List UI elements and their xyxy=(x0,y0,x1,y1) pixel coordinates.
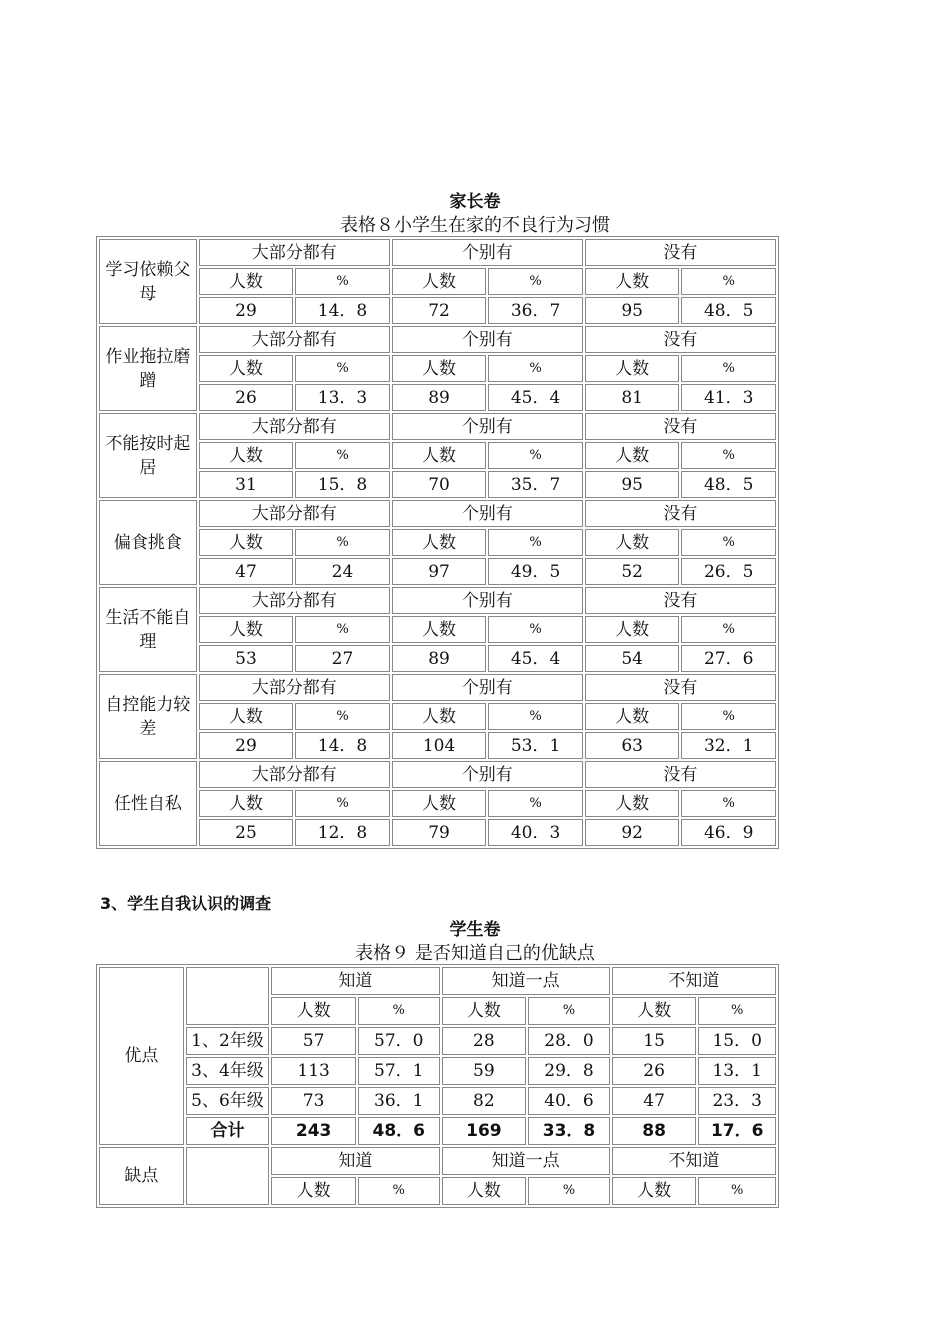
table9-caption: 表格９ 是否知道自己的优缺点 xyxy=(355,943,595,964)
group-header: 大部分都有 xyxy=(199,413,390,440)
table-row xyxy=(99,413,776,440)
count-cell: 92 xyxy=(585,819,680,846)
group-header: 没有 xyxy=(585,326,776,353)
count-header: 人数 xyxy=(199,790,294,817)
percent-header: % xyxy=(528,997,610,1025)
grade-header-blank xyxy=(186,967,270,1025)
percent-cell: 17．6 xyxy=(698,1117,776,1145)
percent-cell: 12．8 xyxy=(295,819,390,846)
percent-header: % xyxy=(488,616,583,643)
count-cell: 52 xyxy=(585,558,680,585)
group-header: 没有 xyxy=(585,500,776,527)
percent-cell: 28．0 xyxy=(528,1027,610,1055)
count-cell: 89 xyxy=(392,384,487,411)
group-header: 大部分都有 xyxy=(199,326,390,353)
count-cell: 28 xyxy=(442,1027,527,1055)
count-header: 人数 xyxy=(199,703,294,730)
count-header: 人数 xyxy=(199,442,294,469)
count-cell: 81 xyxy=(585,384,680,411)
count-cell: 82 xyxy=(442,1087,527,1115)
group-header: 没有 xyxy=(585,239,776,266)
parent-survey-title: 家长卷 xyxy=(449,192,501,212)
total-row xyxy=(99,1117,776,1145)
table-row xyxy=(99,1147,776,1175)
count-header: 人数 xyxy=(585,703,680,730)
percent-cell: 48．6 xyxy=(358,1117,440,1145)
count-header: 人数 xyxy=(585,442,680,469)
percent-cell: 13．3 xyxy=(295,384,390,411)
group-header: 不知道 xyxy=(612,1147,776,1175)
percent-cell: 57．1 xyxy=(358,1057,440,1085)
count-header: 人数 xyxy=(392,442,487,469)
behavior-label: 任性自私 xyxy=(99,761,197,846)
group-header: 知道 xyxy=(271,967,439,995)
percent-cell: 40．6 xyxy=(528,1087,610,1115)
table8-caption: 表格８小学生在家的不良行为习惯 xyxy=(340,215,610,236)
count-cell: 95 xyxy=(585,471,680,498)
behavior-label: 学习依赖父母 xyxy=(99,239,197,324)
count-cell: 29 xyxy=(199,297,294,324)
count-cell: 79 xyxy=(392,819,487,846)
group-header: 知道一点 xyxy=(442,967,610,995)
table-row xyxy=(99,268,776,295)
group-header: 没有 xyxy=(585,413,776,440)
table8 xyxy=(96,236,779,849)
group-header: 没有 xyxy=(585,761,776,788)
percent-cell: 49．5 xyxy=(488,558,583,585)
percent-cell: 32．1 xyxy=(681,732,776,759)
group-header: 个别有 xyxy=(392,413,583,440)
count-header: 人数 xyxy=(585,355,680,382)
percent-cell: 45．4 xyxy=(488,645,583,672)
percent-header: % xyxy=(295,616,390,643)
behavior-label: 不能按时起居 xyxy=(99,413,197,498)
count-cell: 26 xyxy=(612,1057,697,1085)
count-cell: 15 xyxy=(612,1027,697,1055)
grade-label: 合计 xyxy=(186,1117,270,1145)
group-header: 没有 xyxy=(585,587,776,614)
group-header: 大部分都有 xyxy=(199,587,390,614)
percent-cell: 26．5 xyxy=(681,558,776,585)
percent-cell: 33．8 xyxy=(528,1117,610,1145)
grade-header-blank xyxy=(186,1147,270,1205)
table-row xyxy=(99,587,776,614)
percent-header: % xyxy=(488,703,583,730)
table-row xyxy=(99,355,776,382)
group-header: 个别有 xyxy=(392,587,583,614)
percent-cell: 35．7 xyxy=(488,471,583,498)
table-row xyxy=(99,703,776,730)
percent-cell: 14．8 xyxy=(295,732,390,759)
percent-header: % xyxy=(698,997,776,1025)
behavior-label: 偏食挑食 xyxy=(99,500,197,585)
group-header: 个别有 xyxy=(392,239,583,266)
student-survey-title: 学生卷 xyxy=(449,920,501,940)
percent-header: % xyxy=(528,1177,610,1205)
table-row xyxy=(99,1027,776,1055)
table-row xyxy=(99,732,776,759)
count-header: 人数 xyxy=(392,790,487,817)
behavior-label: 作业拖拉磨蹭 xyxy=(99,326,197,411)
percent-cell: 36．1 xyxy=(358,1087,440,1115)
count-header: 人数 xyxy=(612,1177,697,1205)
group-header: 知道 xyxy=(271,1147,439,1175)
count-cell: 72 xyxy=(392,297,487,324)
behavior-label: 生活不能自理 xyxy=(99,587,197,672)
group-header: 大部分都有 xyxy=(199,239,390,266)
count-header: 人数 xyxy=(442,997,527,1025)
table-row xyxy=(99,967,776,995)
count-header: 人数 xyxy=(612,997,697,1025)
group-header: 知道一点 xyxy=(442,1147,610,1175)
count-header: 人数 xyxy=(392,268,487,295)
percent-header: % xyxy=(295,355,390,382)
count-header: 人数 xyxy=(199,616,294,643)
percent-header: % xyxy=(295,529,390,556)
percent-cell: 23．3 xyxy=(698,1087,776,1115)
count-header: 人数 xyxy=(585,268,680,295)
percent-cell: 45．4 xyxy=(488,384,583,411)
count-header: 人数 xyxy=(199,529,294,556)
percent-header: % xyxy=(488,355,583,382)
percent-cell: 48．5 xyxy=(681,471,776,498)
group-header: 个别有 xyxy=(392,326,583,353)
percent-cell: 13．1 xyxy=(698,1057,776,1085)
percent-cell: 46．9 xyxy=(681,819,776,846)
table-row xyxy=(99,442,776,469)
behavior-label: 自控能力较差 xyxy=(99,674,197,759)
count-cell: 25 xyxy=(199,819,294,846)
percent-cell: 48．5 xyxy=(681,297,776,324)
count-cell: 89 xyxy=(392,645,487,672)
table-row xyxy=(99,326,776,353)
percent-header: % xyxy=(295,268,390,295)
count-cell: 104 xyxy=(392,732,487,759)
percent-cell: 53．1 xyxy=(488,732,583,759)
percent-cell: 36．7 xyxy=(488,297,583,324)
block-label-strengths: 优点 xyxy=(99,967,184,1145)
percent-cell: 24 xyxy=(295,558,390,585)
percent-cell: 57．0 xyxy=(358,1027,440,1055)
grade-label: 3、4年级 xyxy=(186,1057,270,1085)
table-row xyxy=(99,1087,776,1115)
count-cell: 243 xyxy=(271,1117,356,1145)
count-cell: 26 xyxy=(199,384,294,411)
percent-header: % xyxy=(295,790,390,817)
percent-cell: 29．8 xyxy=(528,1057,610,1085)
group-header: 不知道 xyxy=(612,967,776,995)
count-cell: 29 xyxy=(199,732,294,759)
percent-header: % xyxy=(681,268,776,295)
count-cell: 169 xyxy=(442,1117,527,1145)
table-row xyxy=(99,790,776,817)
count-cell: 63 xyxy=(585,732,680,759)
table-row xyxy=(99,761,776,788)
table-row xyxy=(99,297,776,324)
count-cell: 53 xyxy=(199,645,294,672)
count-header: 人数 xyxy=(271,1177,356,1205)
percent-header: % xyxy=(295,703,390,730)
count-header: 人数 xyxy=(585,790,680,817)
block-label-weaknesses: 缺点 xyxy=(99,1147,184,1205)
table-row xyxy=(99,674,776,701)
count-cell: 73 xyxy=(271,1087,356,1115)
count-cell: 70 xyxy=(392,471,487,498)
count-cell: 88 xyxy=(612,1117,697,1145)
percent-header: % xyxy=(681,703,776,730)
group-header: 个别有 xyxy=(392,761,583,788)
percent-header: % xyxy=(681,616,776,643)
count-cell: 57 xyxy=(271,1027,356,1055)
table9 xyxy=(96,964,779,1208)
percent-cell: 40．3 xyxy=(488,819,583,846)
percent-header: % xyxy=(488,442,583,469)
percent-cell: 14．8 xyxy=(295,297,390,324)
count-cell: 54 xyxy=(585,645,680,672)
count-cell: 113 xyxy=(271,1057,356,1085)
percent-header: % xyxy=(488,268,583,295)
count-header: 人数 xyxy=(392,616,487,643)
percent-header: % xyxy=(698,1177,776,1205)
grade-label: 1、2年级 xyxy=(186,1027,270,1055)
percent-header: % xyxy=(681,790,776,817)
table-row xyxy=(99,529,776,556)
count-header: 人数 xyxy=(199,355,294,382)
percent-header: % xyxy=(681,355,776,382)
section-3-heading: 3、学生自我认识的调查 xyxy=(100,894,272,913)
group-header: 大部分都有 xyxy=(199,500,390,527)
table-row xyxy=(99,819,776,846)
count-header: 人数 xyxy=(442,1177,527,1205)
count-header: 人数 xyxy=(392,703,487,730)
group-header: 没有 xyxy=(585,674,776,701)
table-row xyxy=(99,645,776,672)
table-row xyxy=(99,616,776,643)
count-cell: 97 xyxy=(392,558,487,585)
group-header: 个别有 xyxy=(392,674,583,701)
count-header: 人数 xyxy=(392,355,487,382)
table-row xyxy=(99,471,776,498)
percent-cell: 15．8 xyxy=(295,471,390,498)
percent-cell: 15．0 xyxy=(698,1027,776,1055)
table-row xyxy=(99,1057,776,1085)
percent-header: % xyxy=(358,1177,440,1205)
group-header: 大部分都有 xyxy=(199,674,390,701)
table-row xyxy=(99,500,776,527)
count-header: 人数 xyxy=(392,529,487,556)
table-row xyxy=(99,239,776,266)
count-cell: 47 xyxy=(612,1087,697,1115)
grade-label: 5、6年级 xyxy=(186,1087,270,1115)
table-row xyxy=(99,384,776,411)
percent-header: % xyxy=(488,790,583,817)
count-cell: 59 xyxy=(442,1057,527,1085)
percent-header: % xyxy=(295,442,390,469)
count-header: 人数 xyxy=(585,616,680,643)
percent-header: % xyxy=(358,997,440,1025)
percent-header: % xyxy=(681,442,776,469)
percent-cell: 27 xyxy=(295,645,390,672)
count-header: 人数 xyxy=(585,529,680,556)
count-cell: 31 xyxy=(199,471,294,498)
percent-cell: 27．6 xyxy=(681,645,776,672)
count-cell: 95 xyxy=(585,297,680,324)
percent-cell: 41．3 xyxy=(681,384,776,411)
count-header: 人数 xyxy=(199,268,294,295)
group-header: 个别有 xyxy=(392,500,583,527)
group-header: 大部分都有 xyxy=(199,761,390,788)
table-row xyxy=(99,558,776,585)
percent-header: % xyxy=(488,529,583,556)
count-header: 人数 xyxy=(271,997,356,1025)
count-cell: 47 xyxy=(199,558,294,585)
percent-header: % xyxy=(681,529,776,556)
